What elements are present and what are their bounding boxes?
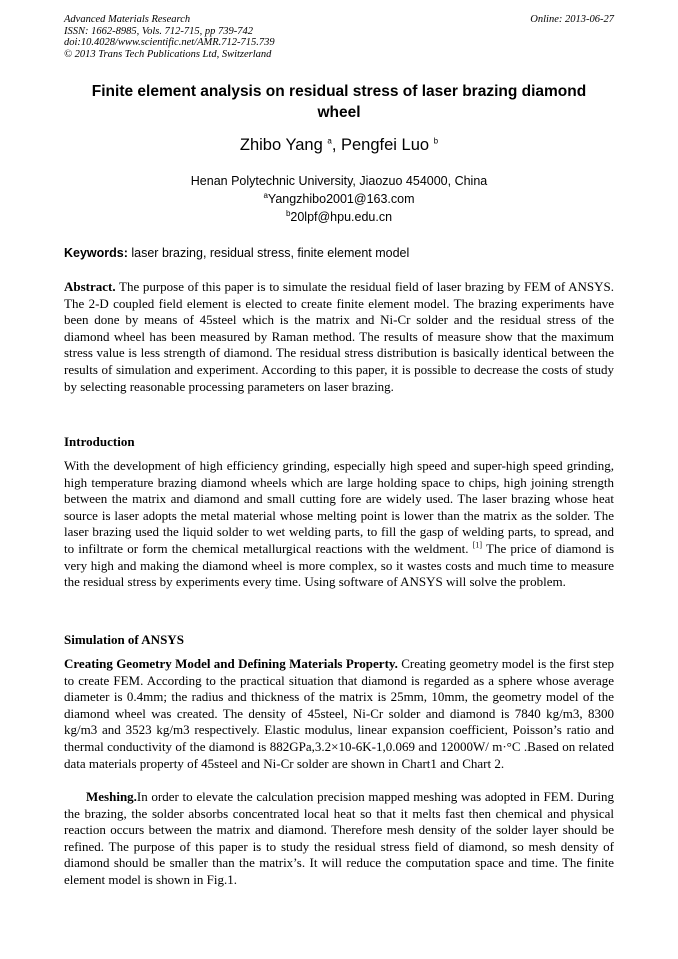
email-a <box>64 190 614 208</box>
geometry-paragraph <box>64 656 614 772</box>
keywords-text: laser brazing, residual stress, finite element model <box>127 246 410 260</box>
issn: ISSN: 1662-8985, Vols. 712-715, pp 739-742 <box>64 25 253 37</box>
intro-text-2: The price of diamond is very high and making the diamond wheel is more complex, so it wastes costs and much time to measure the residual stress by experiments every time. Using software of ANSYS will solve the problem. <box>64 540 615 590</box>
citation-ref: [1] <box>472 540 483 550</box>
email-a-text: Yangzhibo2001@163.com <box>267 192 415 206</box>
keywords-label: Keywords: <box>64 246 128 260</box>
intro-text-1: With the development of high efficiency grinding, especially high speed and super-high speed grinding, high temperature brazing diamond wheels which are large holding space to chips, high joining strength between the matrix and diamond and small cutting fore are widely used. The laser brazing whose heat source is laser adopts the metal material whose melting point is lower than the matrix as the solder. The laser brazing used the liquid solder to wet welding parts, to fill the gasp of welding parts, to spread, and to infiltrate or form the chemical metallurgical reactions with the weldment. <box>64 458 614 556</box>
abstract <box>64 279 614 395</box>
meshing-paragraph <box>64 789 614 889</box>
introduction-heading: Introduction <box>64 434 135 449</box>
online-date: Online: 2013-06-27 <box>530 14 614 25</box>
doi: doi:10.4028/www.scientific.net/AMR.712-715.739 <box>64 37 275 48</box>
meshing-label: Meshing. <box>86 789 137 804</box>
abstract-label: Abstract. <box>64 279 116 294</box>
author-1: Zhibo Yang <box>239 136 328 154</box>
keywords <box>64 245 614 261</box>
author-1-sup: a <box>327 136 332 146</box>
geometry-text: Creating geometry model is the first step to create FEM. According to the practical situation that diamond is regarded as a sphere whose average diameter is 0.4mm; the radius and thickness of the matrix is 25mm, 10mm, the geometry model of the diamond wheel was created. The density of 45steel, Ni-Cr solder and diamond is 7840 kg/m3, 8300 kg/m3 and 3523 kg/m3 respectively. Elastic modulus, linear expansion coefficient, Poisson’s ratio and thermal conductivity of the diamond is 882GPa,3.2×10-6K-1,0.069 and 12000W/ m·°C .Based on related data materials property of 45steel and Ni-Cr solder are shown in Chart1 and Chart 2. <box>64 656 614 771</box>
abstract-text: The purpose of this paper is to simulate the residual field of laser brazing by FEM of ANSYS. The 2-D coupled field element is elected to create finite element model. The brazing experiments have been done by means of 45steel which is the matrix and Ni-Cr solder and the residual stress of the diamond wheel has been measured by Raman method. The results of measure show that the maximum stress value is less strength of diamond. The residual stress distribution is basically identical between the results of simulation and experiment. According to this paper, it is possible to decrease the costs of study by selecting reasonable processing parameters on laser brazing. <box>64 279 614 394</box>
journal-header <box>64 14 275 60</box>
author-separator: , <box>331 136 341 154</box>
email-a-sup: a <box>263 190 268 200</box>
meshing-text: In order to elevate the calculation precision mapped meshing was adopted in FEM. During the brazing, the solder absorbs concentrated local heat so that it melts fast then chemical and physical reaction occurs between the matrix and diamond. Therefore mesh density of the solder layer should be refined. The purpose of this paper is to study the residual stress field of diamond, so mesh density of diamond should be smaller than the matrix’s. It will reduce the computation space and time. The finite element model is shown in Fig.1. <box>64 789 614 887</box>
introduction-paragraph <box>64 458 614 591</box>
geometry-label: Creating Geometry Model and Defining Materials Property. <box>64 656 398 671</box>
paper-title: Finite element analysis on residual stress of laser brazing diamond wheel <box>91 83 587 121</box>
authors <box>64 135 614 155</box>
author-2: Pengfei Luo <box>340 136 434 154</box>
simulation-heading: Simulation of ANSYS <box>64 632 184 647</box>
email-b <box>64 208 614 226</box>
institution: Henan Polytechnic University, Jiaozuo 454000, China <box>190 174 488 188</box>
email-b-sup: b <box>285 208 291 218</box>
copyright: © 2013 Trans Tech Publications Ltd, Switzerland <box>64 48 272 60</box>
affiliation <box>64 172 614 226</box>
email-b-text: 20lpf@hpu.edu.cn <box>290 210 393 224</box>
journal-name: Advanced Materials Research <box>64 14 191 25</box>
author-2-sup: b <box>433 136 439 146</box>
